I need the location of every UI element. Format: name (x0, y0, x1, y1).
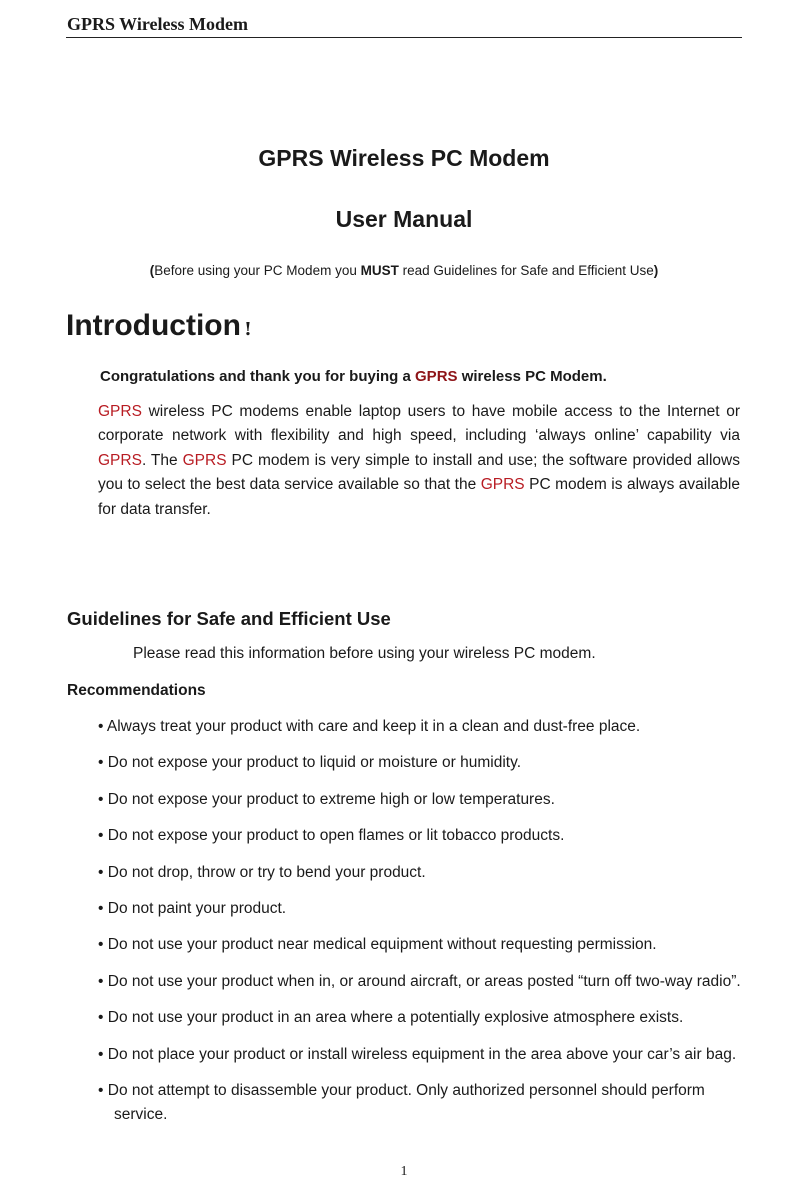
intro-text: PC modem is always available (524, 476, 740, 494)
running-header-title: GPRS Wireless Modem (67, 14, 248, 34)
list-item-text: Do not expose your product to liquid or moisture or humidity. (107, 754, 521, 772)
bullet: • (98, 827, 104, 845)
bullet: • (98, 936, 104, 954)
precaution-emphasis: MUST (360, 263, 399, 278)
recommendations-list (98, 717, 748, 1128)
brand-text: GPRS (182, 451, 227, 469)
congratulations-line (100, 368, 607, 385)
header-rule (66, 37, 742, 38)
bullet: • (98, 972, 104, 990)
page-number: 1 (400, 1164, 408, 1179)
list-item (98, 972, 748, 1008)
intro-line-3 (98, 449, 740, 473)
list-item (98, 826, 748, 862)
introduction-heading (66, 309, 252, 343)
intro-text: for data transfer. (98, 500, 211, 518)
brand-text: GPRS (480, 476, 525, 494)
intro-line-1 (98, 400, 740, 424)
list-item (98, 1008, 748, 1044)
bullet: • (98, 1081, 104, 1099)
document-subtitle: User Manual (335, 206, 473, 232)
congrats-text-before: Congratulations and thank you for buying a (100, 368, 416, 385)
list-item-text: Always treat your product with care and keep it in a clean and dust-free place. (106, 718, 641, 735)
list-item-text: Do not drop, throw or try to bend your product. (107, 863, 426, 881)
bullet: • (98, 754, 104, 772)
list-item (98, 899, 748, 935)
list-item-text: Do not use your product near medical equipment without requesting permission. (107, 936, 657, 954)
recommendations-heading: Recommendations (67, 682, 206, 699)
intro-line-4 (98, 473, 740, 497)
intro-text: PC modem is very simple to install and use; the software provided allows (226, 451, 740, 469)
list-item-text: Do not paint your product. (107, 899, 287, 917)
introduction-paragraph (98, 400, 740, 522)
list-item-text: Do not use your product when in, or around aircraft, or areas posted “turn off two-way radio”. (107, 972, 741, 990)
list-item (98, 717, 748, 753)
introduction-heading-mark: ! (243, 319, 252, 340)
list-item-text: Do not use your product in an area where a potentially explosive atmosphere exists. (107, 1009, 684, 1027)
precaution-note (0, 263, 808, 278)
intro-line-2 (98, 424, 740, 448)
bullet: • (98, 1045, 104, 1063)
list-item (98, 753, 748, 789)
brand-text: GPRS (98, 403, 142, 420)
precaution-text-after: read Guidelines for Safe and Efficient Use (398, 263, 654, 278)
precaution-close-paren: ) (653, 263, 659, 278)
introduction-heading-text: Introduction (66, 309, 241, 342)
document-title: GPRS Wireless PC Modem (258, 145, 550, 171)
list-item (98, 1079, 748, 1128)
bullet: • (98, 718, 104, 735)
intro-text: . The (141, 451, 183, 469)
list-item (98, 863, 748, 899)
guidelines-heading: Guidelines for Safe and Efficient Use (67, 608, 391, 629)
list-item-text: Do not expose your product to open flames or lit tobacco products. (107, 827, 565, 845)
precaution-open-paren: ( (149, 263, 155, 278)
list-item (98, 935, 748, 971)
bullet: • (98, 790, 104, 808)
list-item-text: Do not expose your product to extreme high or low temperatures. (107, 790, 555, 808)
list-item-continuation: service. (114, 1106, 168, 1124)
congrats-text-after: wireless PC Modem. (457, 368, 607, 385)
bullet: • (98, 1009, 104, 1027)
precaution-text-before: Before using your PC Modem you (154, 263, 361, 278)
intro-text: you to select the best data service available so that the (98, 476, 481, 494)
intro-text: wireless PC modems enable laptop users to have mobile access to the Internet or (141, 403, 740, 420)
list-item (98, 1045, 748, 1081)
list-item-text: Do not attempt to disassemble your product. Only authorized personnel should perform (107, 1081, 705, 1099)
congrats-brand: GPRS (415, 368, 458, 385)
bullet: • (98, 899, 104, 917)
list-item (98, 790, 748, 826)
intro-text: corporate network with flexibility and high speed, including ‘always online’ capability via (98, 427, 740, 445)
bullet: • (98, 863, 104, 881)
brand-text: GPRS (98, 451, 142, 469)
guidelines-subtitle: Please read this information before using your wireless PC modem. (133, 645, 596, 662)
intro-line-5 (98, 498, 740, 522)
list-item-text: Do not place your product or install wireless equipment in the area above your car’s air bag. (107, 1045, 737, 1063)
